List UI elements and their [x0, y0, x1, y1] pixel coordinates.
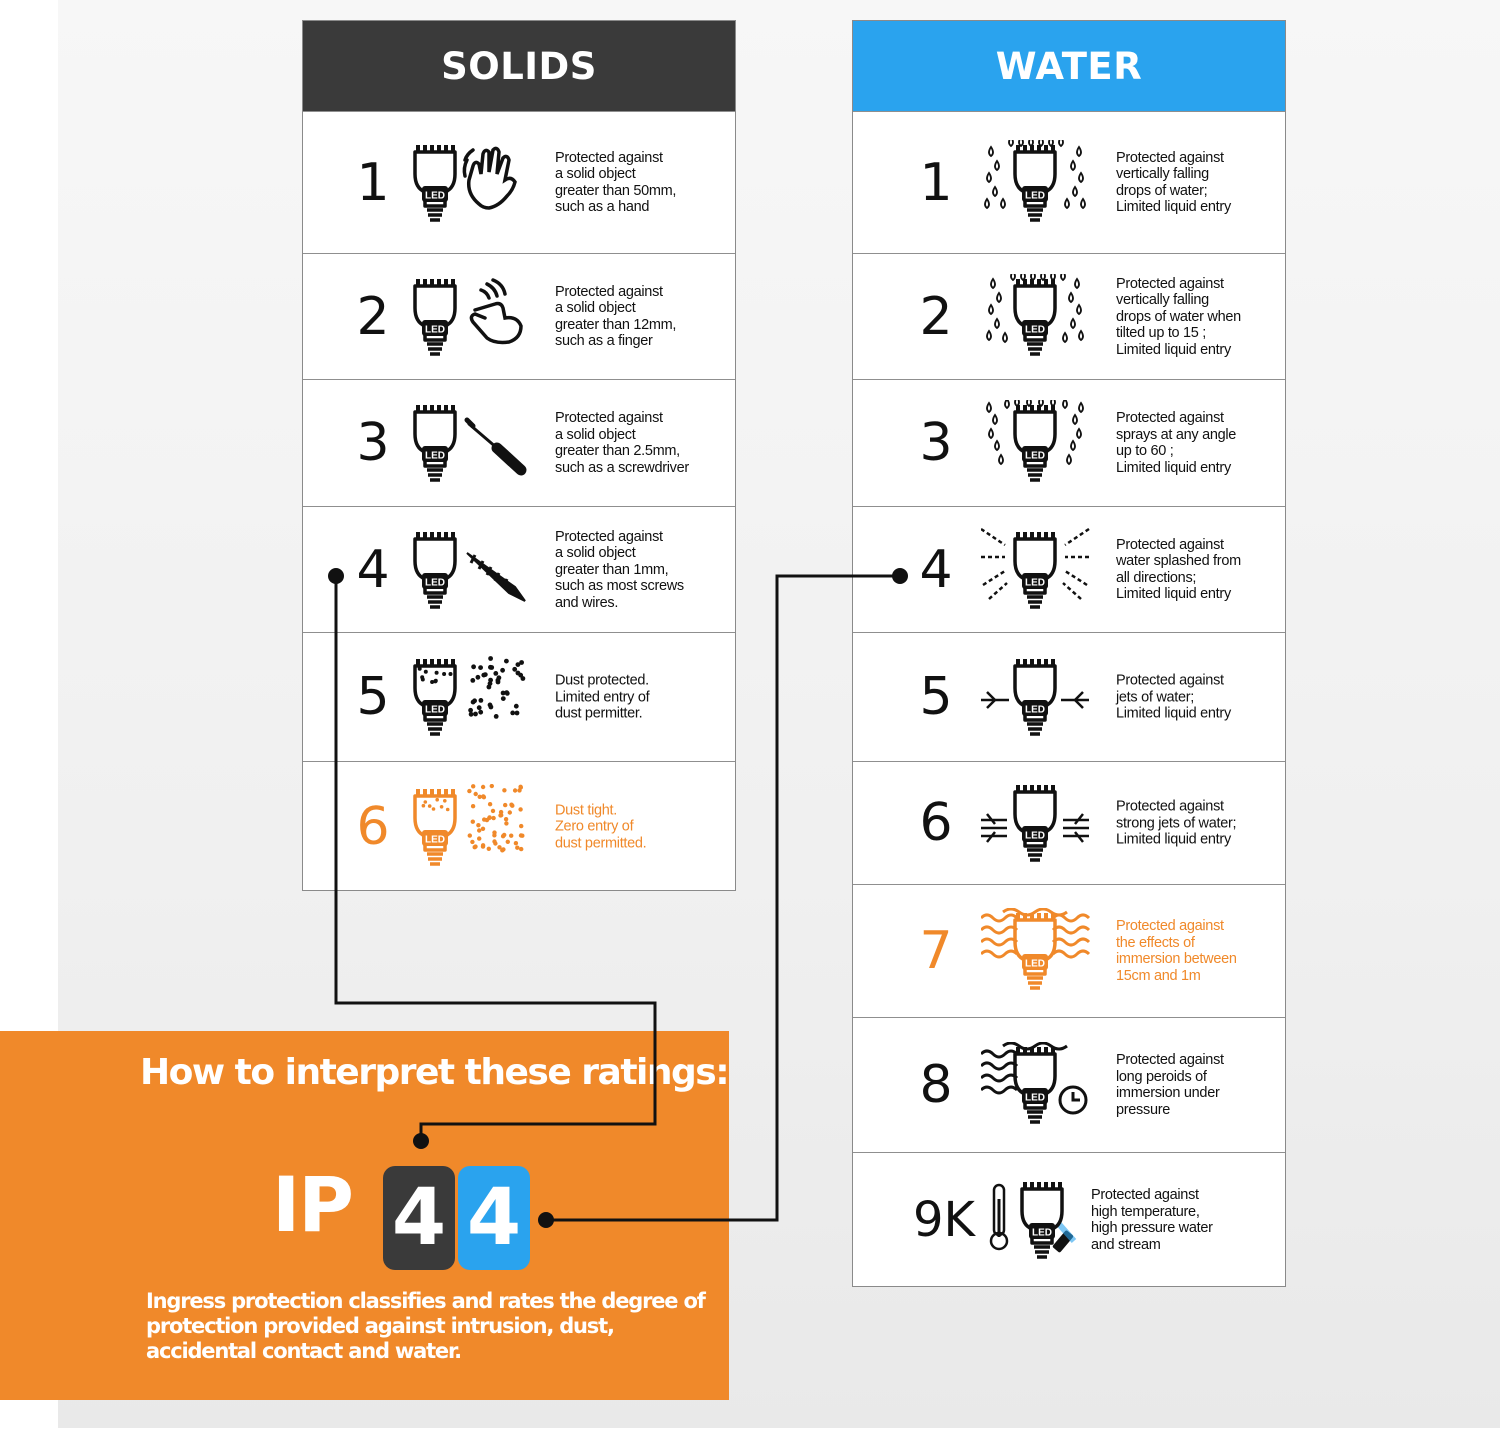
led-bulb-jets-icon-wrap: [981, 654, 1101, 740]
water-row-8: [853, 1017, 1285, 1152]
rating-description: Protected against a solid object greater than 2.5mm, such as a screwdriver: [555, 410, 689, 476]
solids-rows: [303, 111, 735, 891]
water-table: [852, 20, 1286, 1287]
svg-text:LED: LED: [425, 190, 445, 201]
led-bulb-hand-icon: [411, 140, 531, 226]
led-bulb-splash-icon: [981, 527, 1101, 613]
water-row-2: [853, 253, 1285, 379]
led-bulb-screw-icon-wrap: [411, 527, 531, 613]
rating-number: 2: [356, 286, 390, 347]
svg-text:LED: LED: [1032, 1227, 1052, 1239]
led-bulb-immersion-icon-wrap: [981, 908, 1101, 994]
svg-text:LED: LED: [425, 834, 445, 845]
led-bulb-dust-tight-icon: [411, 784, 531, 870]
rating-number: 6: [356, 796, 390, 857]
rating-description: Protected against water splashed from all directions; Limited liquid entry: [1116, 536, 1241, 602]
led-bulb-thermometer-nozzle-icon-wrap: [988, 1177, 1098, 1263]
led-bulb-spray-icon-wrap: [981, 400, 1101, 486]
led-bulb-jets-icon: [981, 654, 1101, 740]
ip-label: IP: [272, 1160, 352, 1249]
svg-text:LED: LED: [425, 577, 445, 588]
rating-description: Protected against long peroids of immersion under pressure: [1116, 1052, 1224, 1118]
led-bulb-finger-icon: [411, 274, 531, 360]
rating-description: Protected against vertically falling drops of water; Limited liquid entry: [1116, 149, 1231, 215]
led-bulb-screwdriver-icon: [411, 400, 531, 486]
rating-number: 4: [919, 539, 953, 600]
solids-row-2: [303, 253, 735, 379]
led-bulb-dust-tight-icon-wrap: [411, 784, 531, 870]
led-bulb-finger-icon-wrap: [411, 274, 531, 360]
rating-number: 6: [919, 793, 953, 853]
water-row-9k: [853, 1152, 1285, 1287]
svg-text:LED: LED: [1025, 450, 1045, 462]
svg-text:LED: LED: [425, 704, 445, 716]
solids-row-1: [303, 111, 735, 253]
solids-row-3: [303, 379, 735, 506]
rating-number: 1: [356, 152, 390, 213]
solid-digit-badge: 4: [383, 1166, 455, 1270]
solids-row-5: [303, 632, 735, 761]
led-bulb-screwdriver-icon-wrap: [411, 400, 531, 486]
led-bulb-screw-icon: [411, 527, 531, 613]
rating-description: Protected against a solid object greater than 12mm, such as a finger: [555, 283, 677, 349]
led-bulb-tilted-drops-icon: [981, 274, 1101, 360]
led-bulb-thermometer-nozzle-icon: [988, 1177, 1108, 1263]
svg-text:LED: LED: [1025, 830, 1045, 842]
svg-text:LED: LED: [1025, 577, 1045, 588]
water-row-1: [853, 111, 1285, 253]
svg-text:LED: LED: [1025, 704, 1045, 716]
rating-number: 4: [356, 539, 390, 600]
interpretation-title: How to interpret these ratings:: [140, 1052, 729, 1093]
led-bulb-tilted-drops-icon-wrap: [981, 274, 1101, 360]
led-bulb-dust-icon-wrap: [411, 654, 531, 740]
svg-text:LED: LED: [1025, 324, 1045, 335]
solids-header: SOLIDS: [303, 21, 735, 111]
led-bulb-pressure-immersion-icon-wrap: [981, 1042, 1101, 1128]
led-bulb-dust-icon: [411, 654, 531, 740]
led-bulb-immersion-icon: [981, 908, 1101, 994]
rating-description: Protected against jets of water; Limited liquid entry: [1116, 672, 1231, 722]
interpretation-description: Ingress protection classifies and rates the degree of protection provided against intrusion, dust, accidental contact and water.: [146, 1289, 705, 1363]
rating-number: 3: [356, 413, 390, 473]
rating-description: Dust protected. Limited entry of dust permitter.: [555, 672, 650, 722]
led-bulb-drops-icon: [981, 140, 1101, 226]
svg-text:LED: LED: [1025, 1092, 1045, 1104]
rating-description: Protected against a solid object greater than 50mm, such as a hand: [555, 149, 677, 215]
water-digit-badge: 4: [458, 1166, 530, 1270]
water-row-6: [853, 761, 1285, 884]
led-bulb-strong-jets-icon: [981, 780, 1101, 866]
rating-description: Protected against strong jets of water; Limited liquid entry: [1116, 798, 1237, 848]
rating-number: 3: [919, 413, 953, 473]
svg-text:LED: LED: [1025, 190, 1045, 201]
led-bulb-spray-icon: [981, 400, 1101, 486]
solids-row-6: [303, 761, 735, 891]
rating-number: 1: [919, 152, 953, 213]
rating-number: 5: [919, 667, 953, 727]
rating-description: Dust tight. Zero entry of dust permitted.: [555, 801, 647, 851]
rating-number: 7: [919, 921, 953, 981]
svg-text:LED: LED: [1025, 958, 1045, 970]
led-bulb-strong-jets-icon-wrap: [981, 780, 1101, 866]
water-header: WATER: [853, 21, 1285, 111]
water-row-4: [853, 506, 1285, 632]
water-row-5: [853, 632, 1285, 761]
solids-table: [302, 20, 736, 891]
solids-row-4: [303, 506, 735, 632]
led-bulb-pressure-immersion-icon: [981, 1042, 1101, 1128]
rating-description: Protected against a solid object greater than 1mm, such as most screws and wires.: [555, 528, 684, 611]
svg-text:LED: LED: [425, 450, 445, 462]
svg-text:LED: LED: [425, 324, 445, 335]
led-bulb-hand-icon-wrap: [411, 140, 531, 226]
rating-description: Protected against high temperature, high pressure water and stream: [1091, 1187, 1213, 1253]
rating-number: 2: [919, 286, 953, 347]
rating-number: 5: [356, 667, 390, 727]
rating-number: 9K: [912, 1192, 975, 1248]
rating-description: Protected against sprays at any angle up to 60 ; Limited liquid entry: [1116, 410, 1237, 476]
rating-description: Protected against the effects of immersion between 15cm and 1m: [1116, 918, 1237, 984]
rating-number: 8: [919, 1055, 953, 1115]
led-bulb-splash-icon-wrap: [981, 527, 1101, 613]
water-rows: [853, 111, 1285, 1287]
water-row-3: [853, 379, 1285, 506]
water-row-7: [853, 884, 1285, 1017]
rating-description: Protected against vertically falling drops of water when tilted up to 15 ; Limited liquid entry: [1116, 275, 1241, 358]
led-bulb-drops-icon-wrap: [981, 140, 1101, 226]
